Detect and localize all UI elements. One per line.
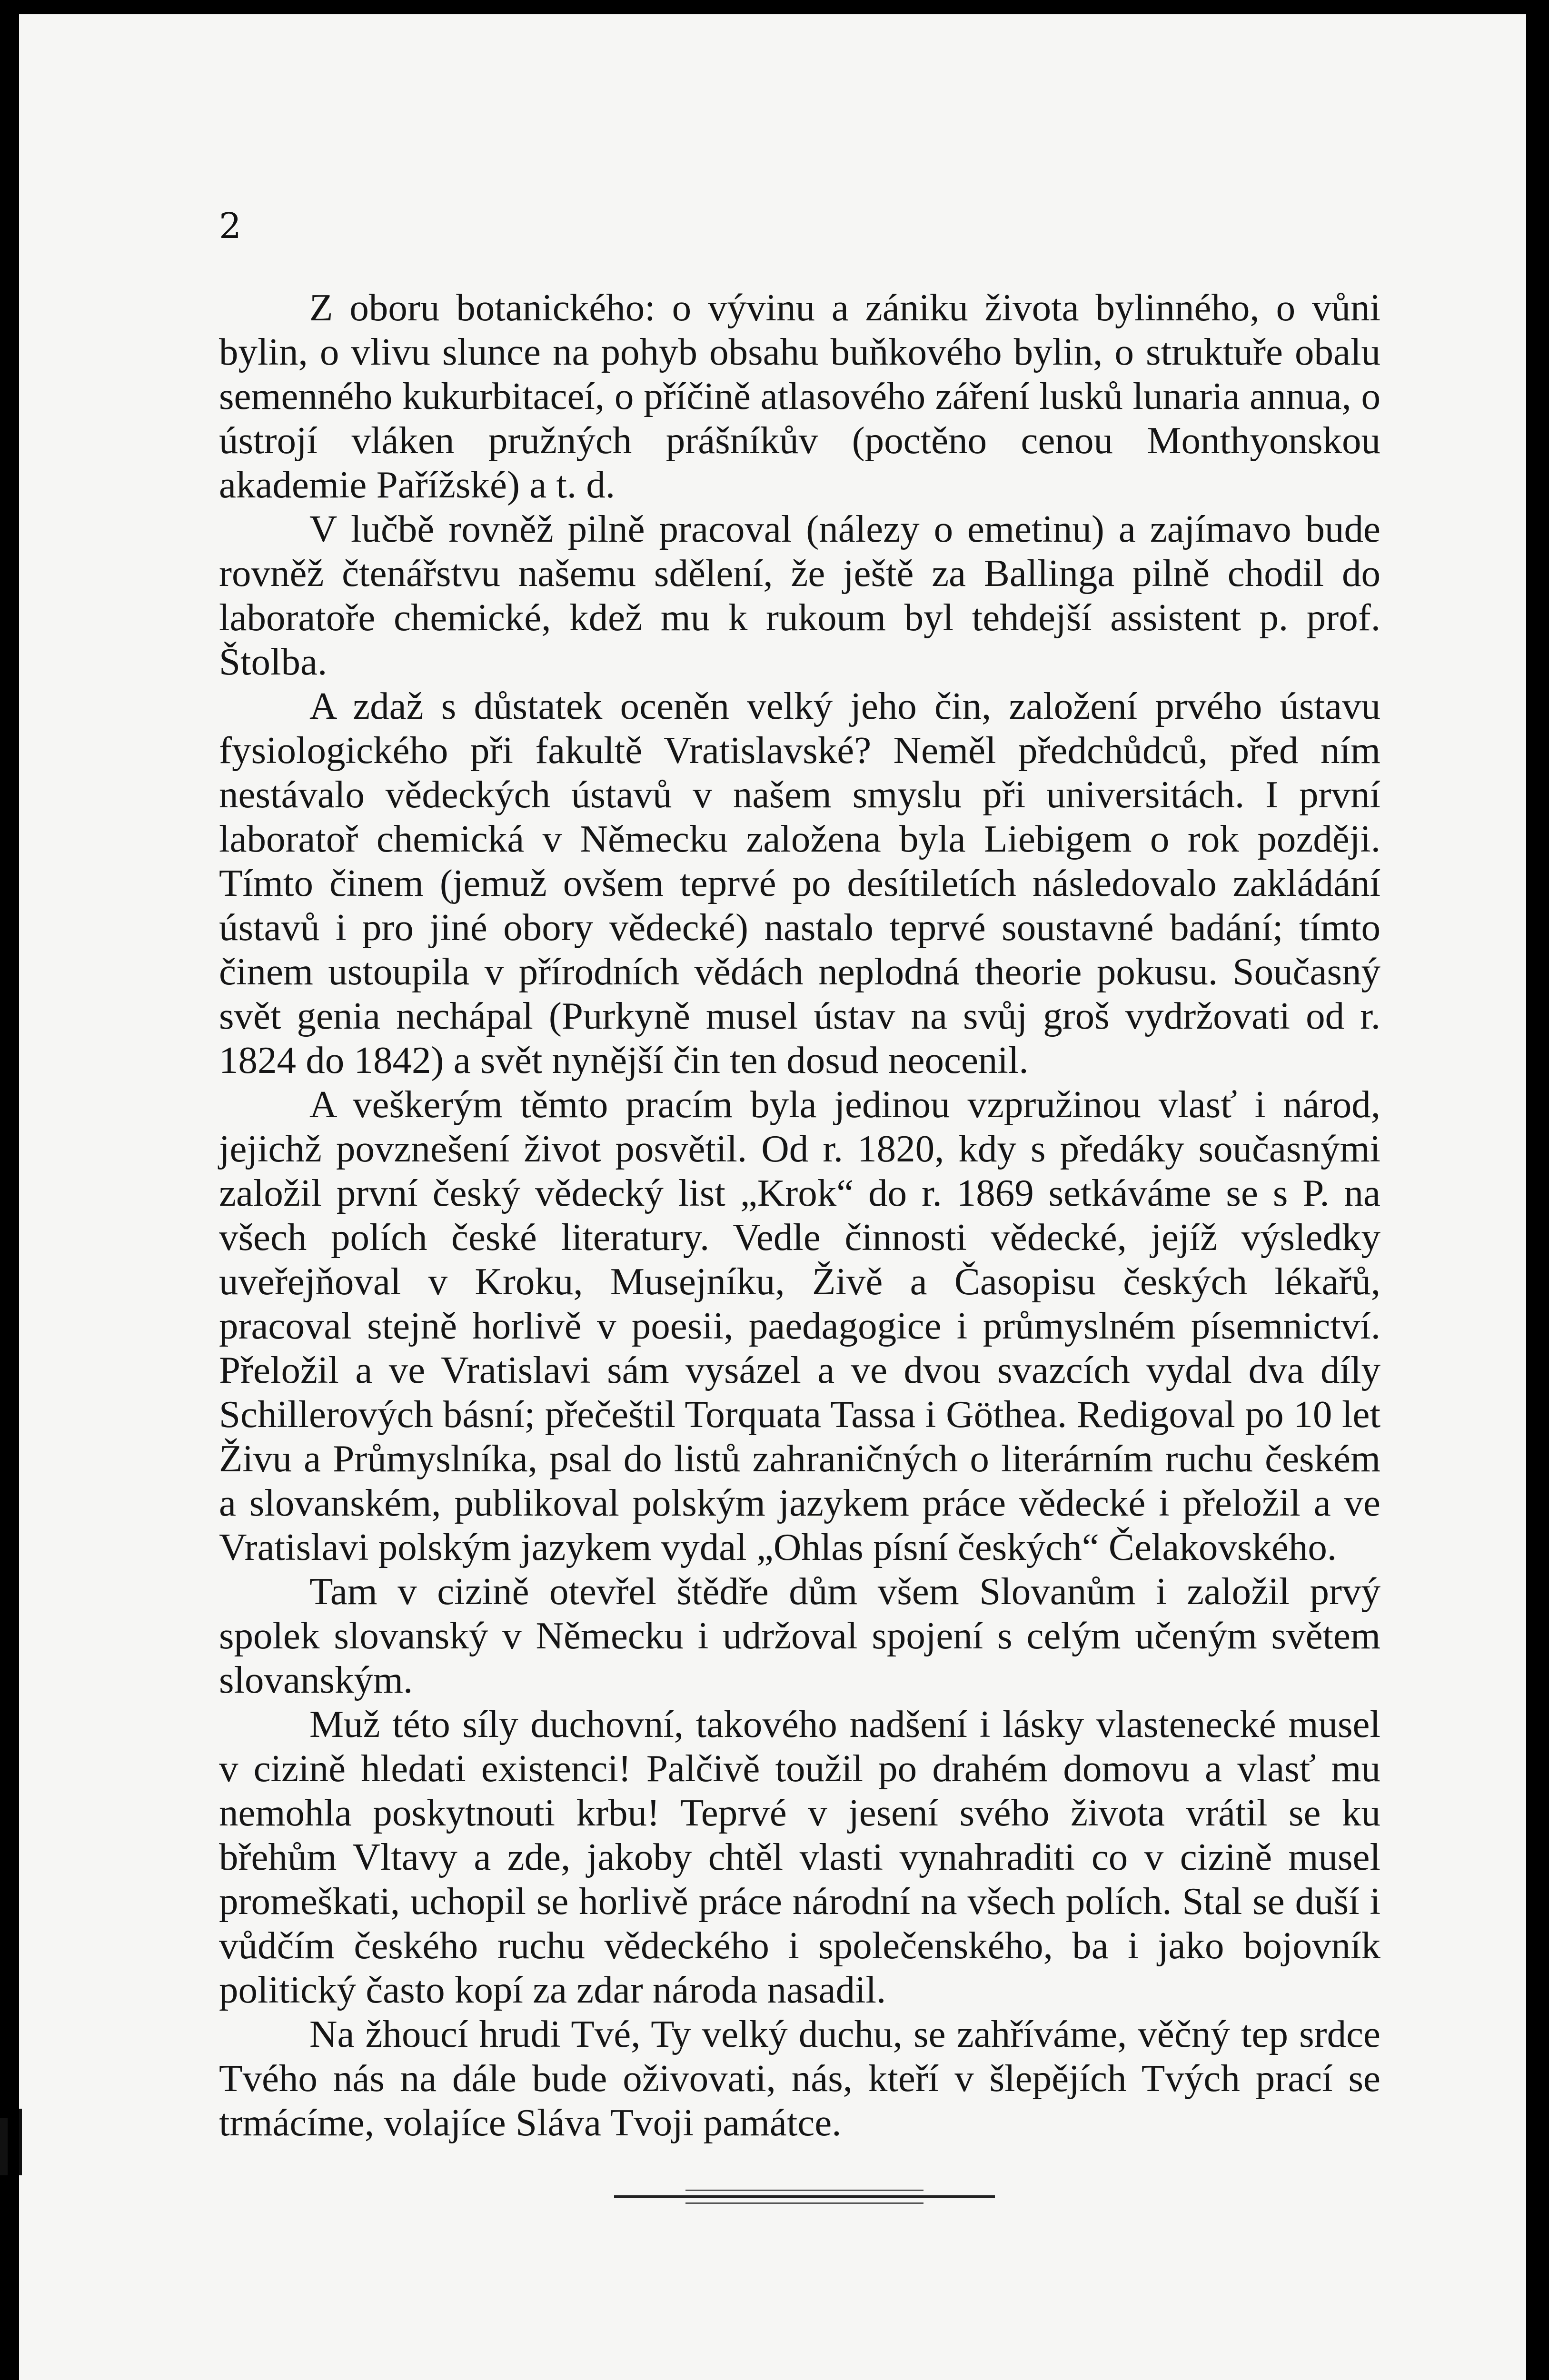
scan-edge-mark: [0, 2099, 24, 2223]
paragraph: Muž této síly duchovní, takového nadšení i lásky vlastenecké musel v cizině hledati existenci! Palčivě toužil po drahém domovu a vlasť mu nemohla poskytnouti krbu! Teprvé v jesení svého života vrátil se ku břehům Vltavy a zde, jakoby chtěl vlasti vynahraditi co v cizině musel promeškati, uchopil se horlivě práce národní na všech polích. Stal se duší i vůdčím českého ruchu vědeckého i společenského, ba i jako bojovník politický často kopí za zdar národa nasadil.: [219, 1703, 1380, 2011]
paragraph: V lučbě rovněž pilně pracoval (nálezy o emetinu) a zajímavo bude rovněž čtenářstvu našemu sdělení, že ještě za Ballinga pilně chodil do laboratoře chemické, kdež mu k rukoum byl tehdejší assistent p. prof. Štolba.: [219, 507, 1380, 683]
ornament-thin-line-bottom: [685, 2202, 923, 2204]
page-number: 2: [219, 206, 242, 247]
paragraph: Na žhoucí hrudi Tvé, Ty velký duchu, se zahříváme, věčný tep srdce Tvého nás na dále bude oživovati, nás, kteří v šlepějích Tvých prací se trmácíme, volajíce Sláva Tvoji památce.: [219, 2013, 1380, 2144]
paragraph: Z oboru botanického: o vývinu a zániku života bylinného, o vůni bylin, o vlivu slunce na pohyb obsahu buňkového bylin, o struktuře obalu semenného kukurbitaceí, o příčině atlasového záření lusků lunaria annua, o ústrojí vláken pružných prášníkův (poctěno cenou Monthyonskou akademie Pařížské) a t. d.: [219, 286, 1380, 506]
book-page: [19, 14, 1526, 2380]
closing-ornament-rule: [614, 2190, 995, 2204]
ornament-thick-line: [614, 2195, 995, 2198]
body-text: [219, 286, 1380, 2145]
paragraph: A zdaž s důstatek oceněn velký jeho čin, založení prvého ústavu fysiologického při fakultě Vratislavské? Neměl předchůdců, před ním nestávalo vědeckých ústavů v našem smyslu při universitách. I první laboratoř chemická v Německu založena byla Liebigem o rok později. Tímto činem (jemuž ovšem teprvé po desítiletích následovalo zakládání ústavů i pro jiné obory vědecké) nastalo teprvé soustavné badání; tímto činem ustoupila v přírodních vědách neplodná theorie pokusu. Současný svět genia nechápal (Purkyně musel ústav na svůj groš vydržovati od r. 1824 do 1842) a svět nynější čin ten dosud neocenil.: [219, 684, 1380, 1081]
ornament-thin-line-top: [685, 2190, 923, 2191]
paragraph: Tam v cizině otevřel štědře dům všem Slovanům i založil prvý spolek slovanský v Německu i udržoval spojení s celým učeným světem slovanským.: [219, 1570, 1380, 1701]
paragraph: A veškerým těmto pracím byla jedinou vzpružinou vlasť i národ, jejichž povznešení život posvětil. Od r. 1820, kdy s předáky současnými založil první český vědecký list „Krok“ do r. 1869 setkáváme se s P. na všech polích české literatury. Vedle činnosti vědecké, jejíž výsledky uveřejňoval v Kroku, Musejníku, Živě a Časopisu českých lékařů, pracoval stejně horlivě v poesii, paedagogice i průmyslném písemnictví. Přeložil a ve Vratislavi sám vysázel a ve dvou svazcích vydal dva díly Schillerových básní; přečeštil Torquata Tassa i Göthea. Redigoval po 10 let Živu a Průmyslníka, psal do listů zahraničných o literárním ruchu českém a slovanském, publikoval polským jazykem práce vědecké i přeložil a ve Vratislavi polským jazykem vydal „Ohlas písní českých“ Čelakovského.: [219, 1083, 1380, 1568]
